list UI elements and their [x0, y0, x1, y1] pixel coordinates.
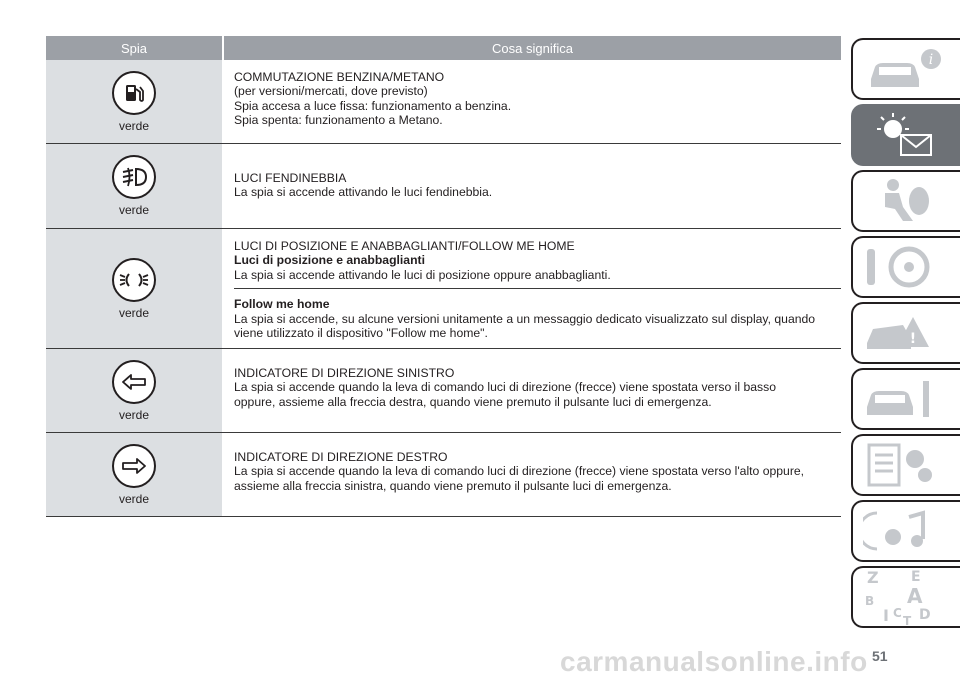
row-text: La spia si accende quando la leva di comando luci di direzione (frecce) viene spostata verso l'alto oppure,	[234, 464, 805, 479]
tab-multimedia[interactable]	[851, 500, 960, 562]
key-steering-wheel-icon	[863, 243, 943, 291]
svg-text:Z: Z	[867, 568, 879, 587]
lamp-color: verde	[118, 118, 150, 133]
row-text: La spia si accende attivando le luci di posizione oppure anabbaglianti.	[234, 267, 611, 282]
row-text: La spia si accende, su alcune versioni unitamente a un messaggio dedicato visualizzato sul display, quando	[234, 311, 816, 326]
description-cell	[222, 229, 841, 348]
page-number: 51	[872, 648, 888, 664]
lamp-color: verde	[118, 305, 150, 320]
lamp-cell	[46, 229, 222, 348]
warning-light-message-icon	[863, 111, 943, 159]
row-text: La spia si accende attivando le luci fendinebbia.	[234, 185, 493, 200]
description-cell	[222, 433, 841, 516]
table-row	[46, 349, 841, 433]
lamp-cell	[46, 60, 222, 143]
row-text: assieme alla freccia sinistra, quando viene premuto il pulsante luci di emergenza.	[234, 478, 672, 493]
description-cell	[222, 60, 841, 143]
table-header	[46, 36, 841, 60]
svg-text:i: i	[928, 52, 934, 68]
tab-index[interactable]	[851, 566, 960, 628]
row-text: (per versioni/mercati, dove previsto)	[234, 84, 428, 99]
lamp-color: verde	[118, 407, 150, 422]
row-title: INDICATORE DI DIREZIONE DESTRO	[234, 450, 448, 464]
svg-text:B: B	[865, 594, 875, 608]
lamp-color: verde	[118, 491, 150, 506]
row-title: INDICATORE DI DIREZIONE SINISTRO	[234, 366, 455, 380]
table-row	[46, 433, 841, 517]
svg-text:E: E	[911, 569, 921, 585]
tab-maintenance[interactable]	[851, 368, 960, 430]
table-row	[46, 60, 841, 144]
row-text: Spia spenta: funzionamento a Metano.	[234, 113, 443, 128]
row-text: Spia accesa a luce fissa: funzionamento a benzina.	[234, 98, 512, 113]
car-tools-icon	[863, 375, 943, 423]
alphabet-index-icon	[863, 567, 943, 627]
warning-lights-table	[46, 36, 841, 517]
lamp-cell	[46, 349, 222, 432]
svg-text:A: A	[907, 584, 923, 608]
airbag-seat-icon	[863, 177, 943, 225]
tab-emergency[interactable]	[851, 302, 960, 364]
svg-text:T: T	[903, 614, 912, 627]
lamp-color: verde	[118, 203, 150, 217]
list-settings-icon	[863, 441, 943, 489]
tab-safety[interactable]	[851, 170, 960, 232]
row-title: LUCI FENDINEBBIA	[234, 171, 347, 185]
left-arrow-icon	[112, 360, 156, 404]
svg-text:D: D	[919, 607, 931, 623]
svg-text:C: C	[893, 606, 902, 620]
row-text: La spia si accende quando la leva di comando luci di direzione (frecce) viene spostata verso il basso	[234, 380, 776, 395]
header-cosa-significa: Cosa significa	[224, 36, 841, 60]
lamp-cell	[46, 433, 222, 516]
row-title: COMMUTAZIONE BENZINA/METANO	[234, 70, 445, 84]
row-title: LUCI DI POSIZIONE E ANABBAGLIANTI/FOLLOW ME HOME	[234, 239, 575, 253]
lamp-cell	[46, 144, 222, 228]
svg-text:I: I	[883, 606, 889, 625]
fuel-switch-icon	[112, 71, 156, 115]
tab-car-info[interactable]	[851, 38, 960, 100]
subsection-title: Follow me home	[234, 297, 330, 312]
description-cell	[222, 349, 841, 432]
music-location-icon	[863, 507, 943, 555]
accident-warning-icon	[863, 309, 943, 357]
table-row	[46, 144, 841, 229]
table-row	[46, 229, 841, 349]
car-info-icon	[863, 45, 943, 93]
header-spia: Spia	[46, 36, 222, 60]
row-text: viene utilizzato il dispositivo "Follow me home".	[234, 326, 488, 341]
tab-technical-data[interactable]	[851, 434, 960, 496]
fog-light-icon	[112, 155, 156, 199]
watermark-footer: carmanualsonline.info	[560, 646, 868, 677]
svg-text:!: !	[909, 331, 917, 347]
subsection-title: Luci di posizione e anabbaglianti	[234, 253, 425, 268]
tab-warning-lights[interactable]	[851, 104, 960, 166]
description-cell	[222, 144, 841, 228]
tab-driving[interactable]	[851, 236, 960, 298]
row-text: oppure, assieme alla freccia destra, quando viene premuto il pulsante luci di emergenza.	[234, 394, 712, 409]
position-light-icon	[112, 258, 156, 302]
right-arrow-icon	[112, 444, 156, 488]
